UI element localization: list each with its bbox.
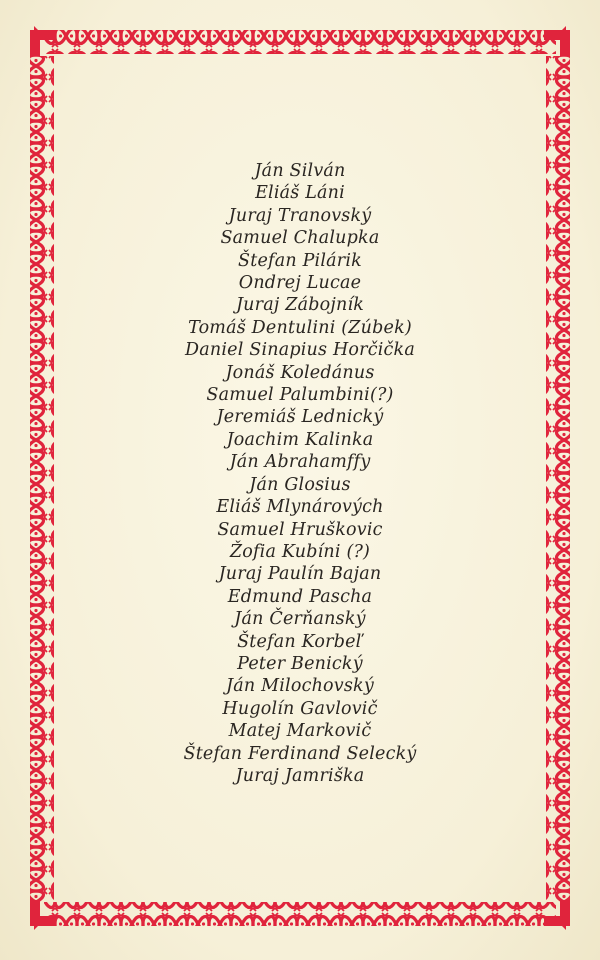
- list-item: Eliáš Láni: [255, 183, 345, 204]
- list-item: Daniel Sinapius Horčička: [185, 340, 415, 361]
- list-item: Juraj Jamriška: [235, 765, 365, 786]
- list-item: Juraj Zábojník: [235, 295, 365, 316]
- list-item: Juraj Tranovský: [228, 205, 372, 226]
- list-item: Ján Glosius: [249, 474, 351, 495]
- author-name-list: [60, 160, 540, 787]
- list-item: Peter Benický: [237, 653, 363, 674]
- list-item: Štefan Korbeľ: [237, 631, 363, 652]
- list-item: Eliáš Mlynárových: [216, 497, 384, 518]
- list-item: Jeremiáš Lednický: [216, 407, 384, 428]
- list-item: Samuel Palumbini(?): [206, 385, 394, 406]
- list-item: Edmund Pascha: [227, 586, 373, 607]
- list-item: Ján Abrahamffy: [229, 452, 371, 473]
- list-item: Matej Markovič: [228, 721, 372, 742]
- list-item: Štefan Pilárik: [238, 250, 362, 271]
- list-item: Joachim Kalinka: [226, 429, 374, 450]
- list-item: Tomáš Dentulini (Zúbek): [188, 317, 412, 338]
- list-item: Juraj Paulín Bajan: [218, 564, 382, 585]
- list-item: Ondrej Lucae: [238, 273, 362, 294]
- list-item: Samuel Hruškovic: [217, 519, 383, 540]
- list-item: Jonáš Koledánus: [225, 362, 375, 383]
- list-item: Samuel Chalupka: [220, 228, 380, 249]
- list-item: Žofia Kubíni (?): [229, 541, 371, 562]
- list-item: Ján Silván: [254, 161, 346, 181]
- list-item: Štefan Ferdinand Selecký: [183, 743, 417, 764]
- list-item: Ján Čerňanský: [234, 609, 366, 630]
- list-item: Hugolín Gavlovič: [222, 698, 378, 719]
- list-item: Ján Milochovský: [226, 676, 374, 697]
